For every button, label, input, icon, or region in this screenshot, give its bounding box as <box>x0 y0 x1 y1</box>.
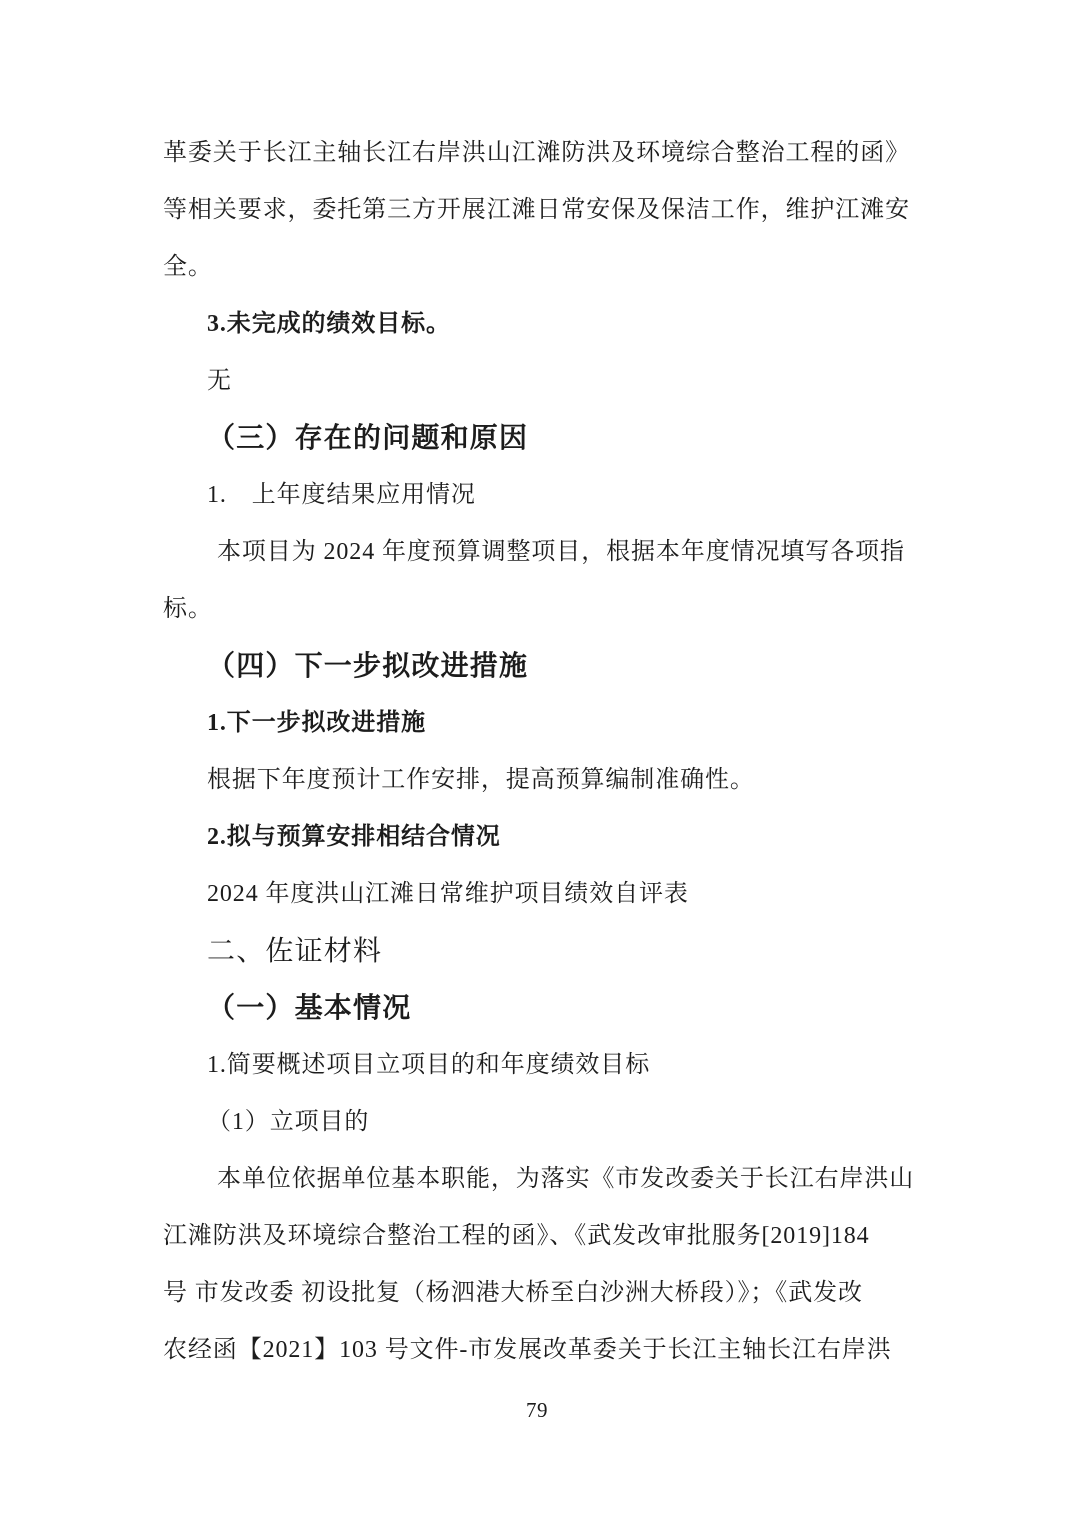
paragraph-line: 号 市发改委 初设批复（杨泗港大桥至白沙洲大桥段）》；《武发改 <box>163 1280 863 1306</box>
paragraph-line: 无 <box>207 368 232 394</box>
paragraph-line: 全。 <box>163 254 213 280</box>
section-heading-1: （一）基本情况 <box>207 993 412 1024</box>
paragraph-line: 根据下年度预计工作安排，提高预算编制准确性。 <box>207 767 755 793</box>
numbered-item-sub-1: （1）立项目的 <box>207 1109 370 1135</box>
numbered-heading-2: 2.拟与预算安排相结合情况 <box>207 824 501 850</box>
paragraph-line: 本项目为 2024 年度预算调整项目，根据本年度情况填写各项指 <box>217 539 905 565</box>
paragraph-line: 标。 <box>163 596 213 622</box>
numbered-item-1: 1. 上年度结果应用情况 <box>207 482 476 508</box>
chapter-heading-2: 二、佐证材料 <box>207 936 383 967</box>
numbered-item-1: 1.简要概述项目立项目的和年度绩效目标 <box>207 1052 651 1078</box>
section-heading-4: （四）下一步拟改进措施 <box>207 651 529 682</box>
page-number: 79 <box>526 1398 548 1422</box>
paragraph-line: 本单位依据单位基本职能，为落实《市发改委关于长江右岸洪山 <box>217 1166 915 1192</box>
paragraph-line: 江滩防洪及环境综合整治工程的函》、《武发改审批服务[2019]184 <box>163 1223 870 1249</box>
numbered-heading-3: 3.未完成的绩效目标。 <box>207 311 451 337</box>
numbered-heading-1: 1.下一步拟改进措施 <box>207 710 426 736</box>
paragraph-line: 革委关于长江主轴长江右岸洪山江滩防洪及环境综合整治工程的函》 <box>163 140 910 166</box>
section-heading-3: （三）存在的问题和原因 <box>207 423 529 454</box>
paragraph-line: 等相关要求，委托第三方开展江滩日常安保及保洁工作，维护江滩安 <box>163 197 910 223</box>
document-body <box>163 125 933 1379</box>
paragraph-line: 农经函【2021】103 号文件-市发展改革委关于长江主轴长江右岸洪 <box>163 1337 892 1363</box>
paragraph-line: 2024 年度洪山江滩日常维护项目绩效自评表 <box>207 881 689 907</box>
